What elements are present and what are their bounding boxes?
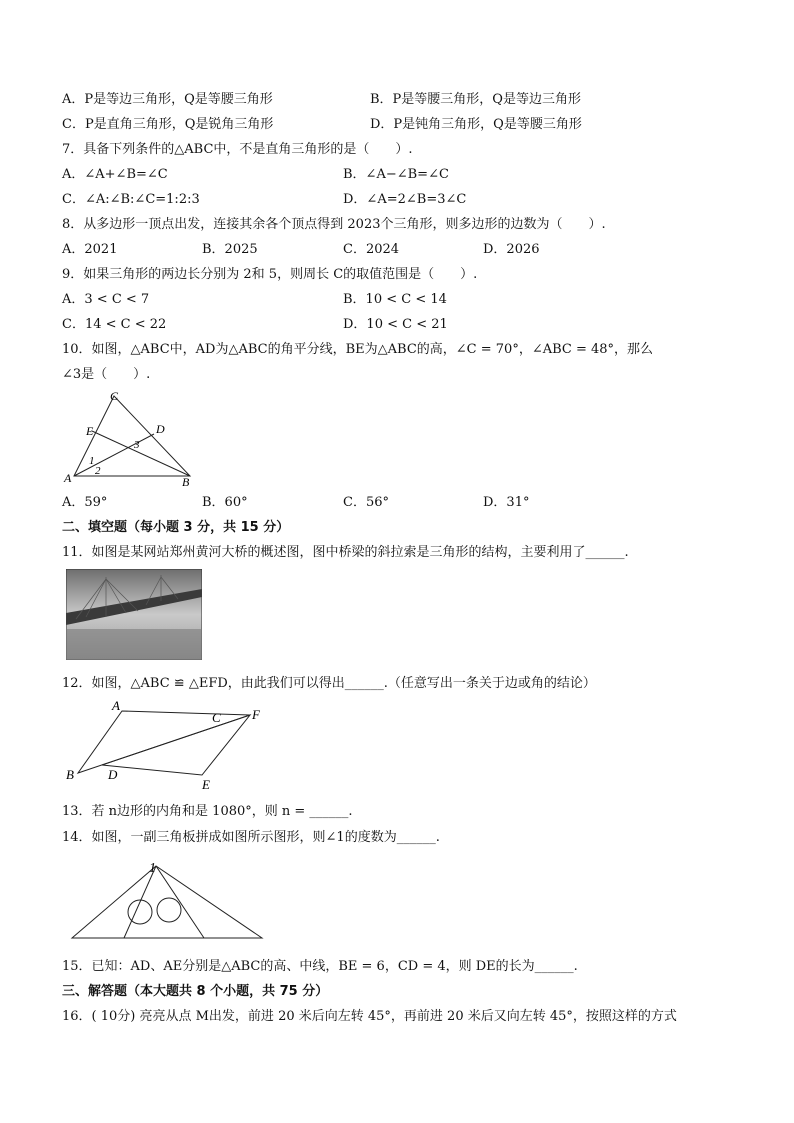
label-a: A (112, 698, 120, 713)
q7-option-c: C．∠A:∠B:∠C=1:2:3 (62, 192, 200, 207)
triangle-dfe (102, 715, 250, 775)
label-e: E (202, 777, 210, 792)
q6-option-b: B．P是等腰三角形，Q是等边三角形 (370, 92, 581, 107)
angle-label-1: 1 (89, 455, 95, 467)
q8-option-b: B．2025 (202, 242, 258, 257)
q9-option-a: A．3 < C < 7 (62, 292, 150, 307)
q9-option-d: D．10 < C < 21 (343, 317, 448, 332)
q10-option-d: D．31° (483, 495, 530, 510)
q12-stem: 12．如图，△ABC ≌ △EFD，由此我们可以得出______.（任意写出一条关于边或角的结论） (62, 676, 596, 691)
label-b: B (66, 767, 74, 782)
label-d: D (156, 422, 165, 436)
section-3-heading: 三、解答题（本大题共 8 个小题，共 75 分） (62, 984, 329, 999)
q10-option-c: C．56° (343, 495, 389, 510)
q10-option-a: A．59° (62, 495, 108, 510)
label-b: B (182, 475, 190, 488)
q8-option-a: A．2021 (62, 242, 118, 257)
q10-triangle-figure (62, 388, 197, 488)
large-triangle-outline (72, 866, 262, 938)
q10-option-b: B．60° (202, 495, 248, 510)
section-2-heading: 二、填空题（每小题 3 分，共 15 分） (62, 520, 290, 535)
set-square-hole-right (157, 898, 181, 922)
label-f: F (252, 707, 260, 722)
angle-label-1: 1 (149, 861, 156, 876)
q10-stem-line1: 10．如图，△ABC中，AD为△ABC的角平分线，BE为△ABC的高，∠C = 70°，∠ABC = 48°，那么 (62, 342, 654, 357)
q16-stem: 16．( 10分) 亮亮从点 M出发，前进 20 米后向左转 45°，再前进 20 米后又向左转 45°，按照这样的方式 (62, 1009, 677, 1024)
q6-option-d: D．P是钝角三角形，Q是等腰三角形 (370, 117, 582, 132)
q7-stem: 7．具备下列条件的△ABC中，不是直角三角形的是（ ）. (62, 142, 413, 157)
set-square-edge-left (124, 866, 156, 938)
q6-option-a: A．P是等边三角形，Q是等腰三角形 (62, 92, 273, 107)
q15-stem: 15．已知：AD、AE分别是△ABC的高、中线，BE = 6，CD = 4，则 DE的长为______. (62, 959, 578, 974)
q12-congruent-figure (62, 697, 282, 793)
q10-stem-line2: ∠3是（ ）. (62, 367, 151, 382)
set-square-edge-right (156, 866, 204, 938)
q8-stem: 8．从多边形一顶点出发，连接其余各个顶点得到 2023个三角形，则多边形的边数为（ ）. (62, 217, 606, 232)
q7-option-b: B．∠A−∠B=∠C (343, 167, 449, 182)
bridge-photo (66, 569, 202, 660)
angle-label-3: 3 (134, 439, 140, 451)
label-c: C (110, 389, 119, 403)
angle-label-2: 2 (95, 465, 101, 477)
label-e: E (86, 424, 94, 438)
q7-option-a: A．∠A+∠B=∠C (62, 167, 168, 182)
q8-option-c: C．2024 (343, 242, 400, 257)
bisector-ad (74, 434, 154, 476)
triangle-abc (78, 711, 250, 773)
q6-option-c: C．P是直角三角形，Q是锐角三角形 (62, 117, 274, 132)
set-square-hole-left (128, 900, 152, 924)
label-c: C (212, 710, 221, 725)
q13-stem: 13．若 n边形的内角和是 1080°，则 n = ______. (62, 804, 353, 819)
label-a: A (64, 471, 72, 485)
altitude-be (92, 431, 190, 476)
q7-option-d: D．∠A=2∠B=3∠C (343, 192, 467, 207)
q9-stem: 9．如果三角形的两边长分别为 2和 5，则周长 C的取值范围是（ ）. (62, 267, 478, 282)
q11-stem: 11．如图是某网站郑州黄河大桥的概述图，图中桥梁的斜拉索是三角形的结构，主要利用了______. (62, 545, 629, 560)
q9-option-c: C．14 < C < 22 (62, 317, 167, 332)
label-d: D (108, 767, 118, 782)
q14-stem: 14．如图，一副三角板拼成如图所示图形，则∠1的度数为______. (62, 830, 440, 845)
q14-triangle-set-figure (66, 856, 271, 942)
q8-option-d: D．2026 (483, 242, 540, 257)
q9-option-b: B．10 < C < 14 (343, 292, 447, 307)
